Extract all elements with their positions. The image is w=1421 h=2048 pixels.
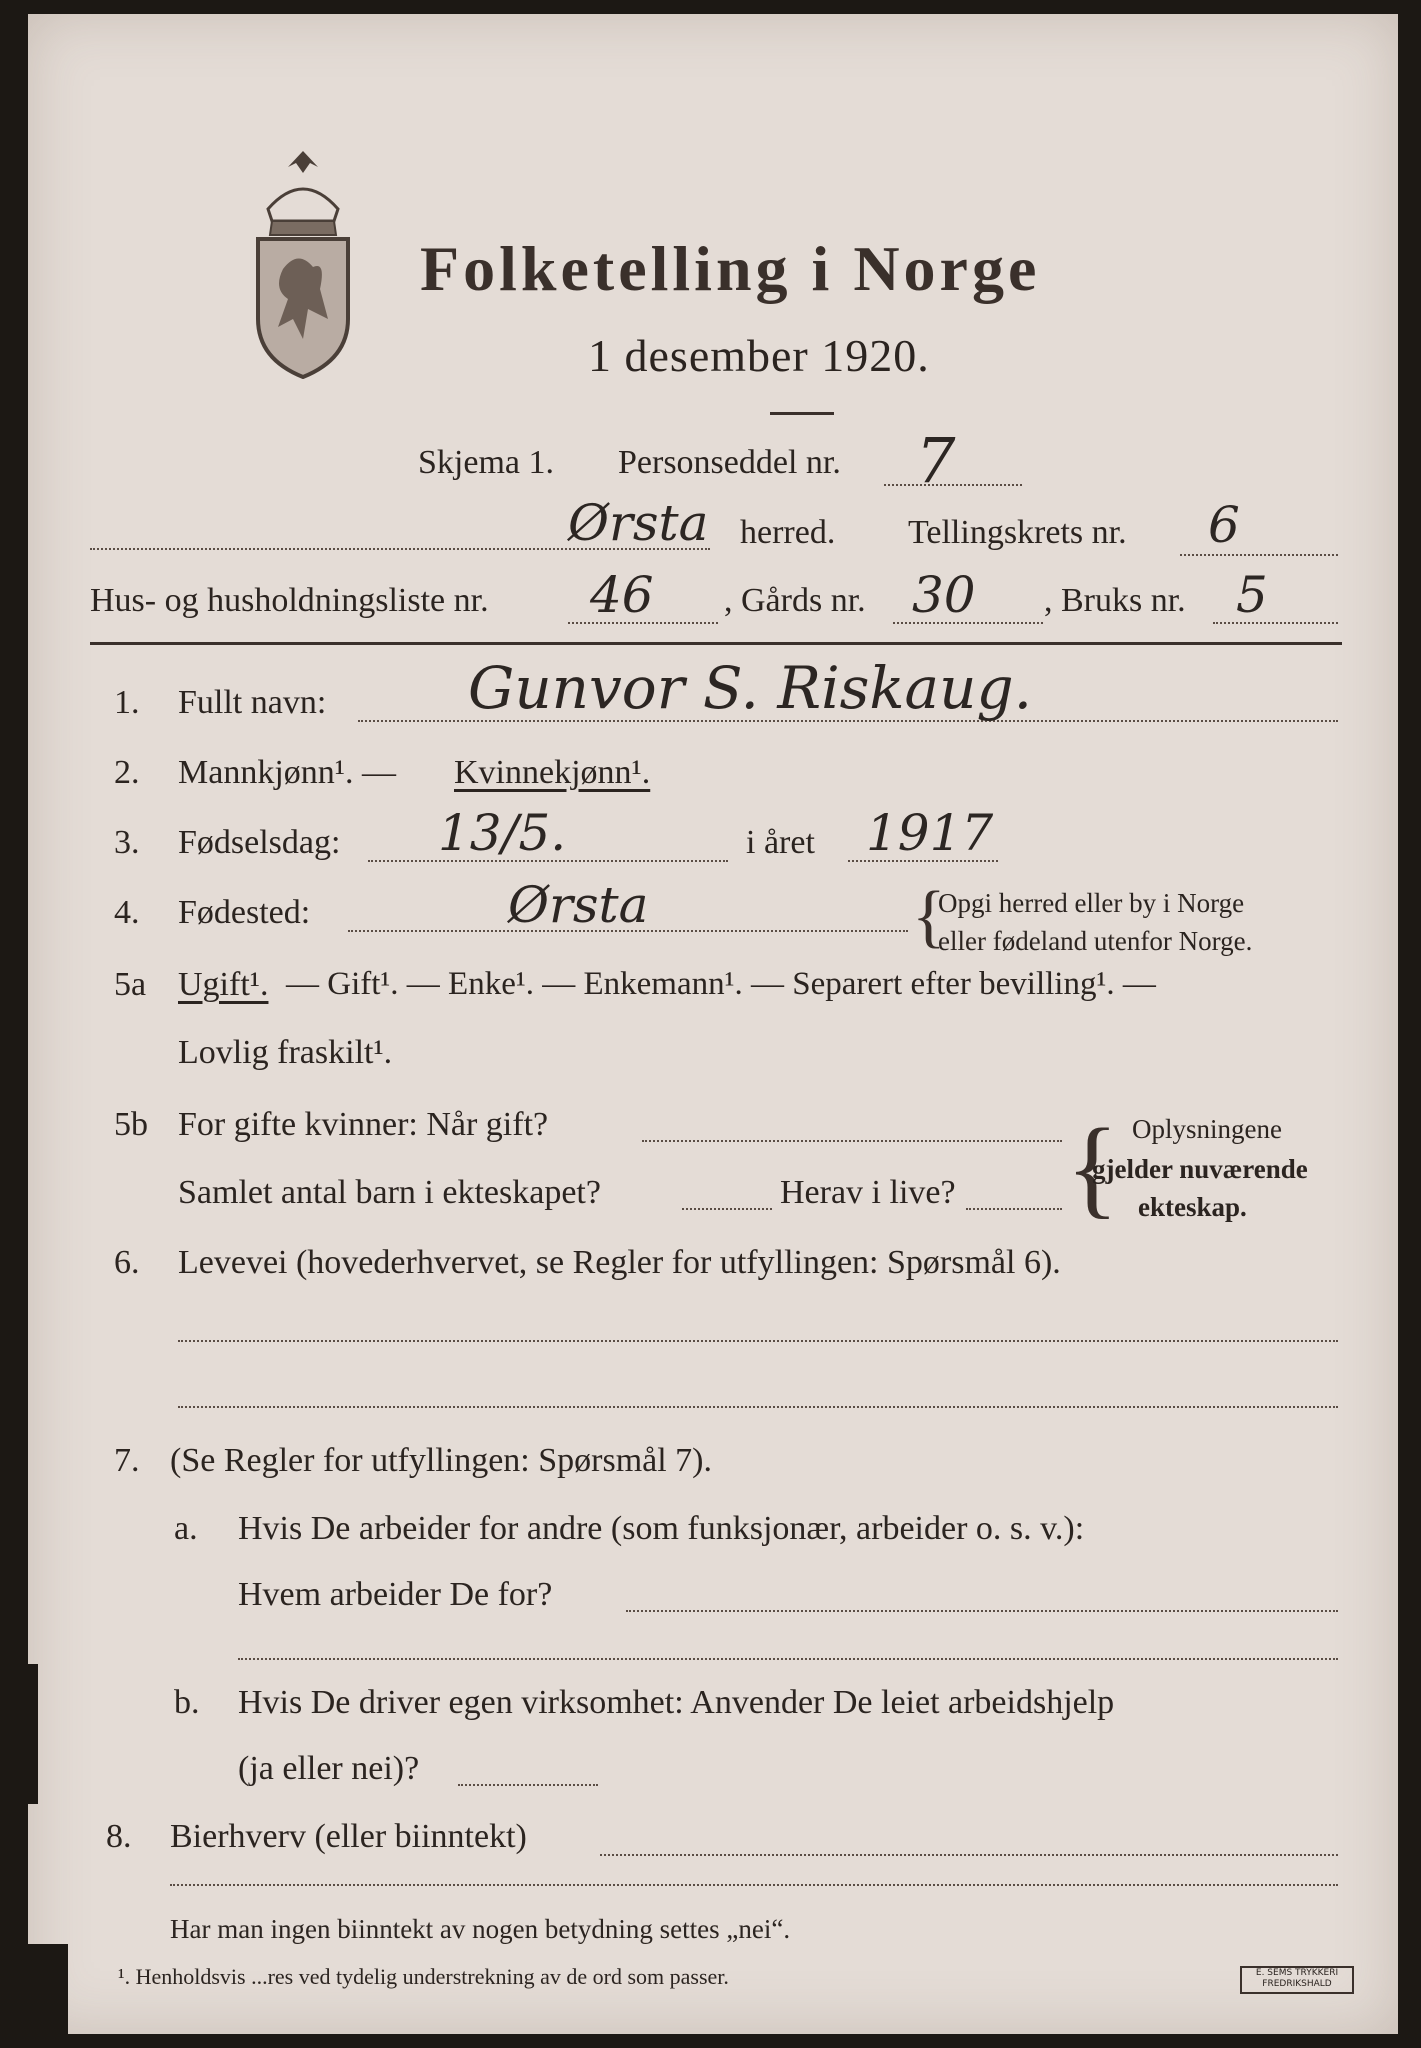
torn-edge-left bbox=[28, 1664, 38, 1804]
personseddel-value[interactable]: 7 bbox=[916, 424, 956, 497]
printer-stamp: E. SEMS TRYKKERI FREDRIKSHALD bbox=[1240, 1966, 1354, 1994]
q2-number: 2. bbox=[114, 754, 140, 791]
census-form-page bbox=[28, 14, 1398, 2034]
q8-line1 bbox=[600, 1854, 1338, 1856]
q7a-hvem-label: Hvem arbeider De for? bbox=[238, 1576, 553, 1613]
q6-number: 6. bbox=[114, 1244, 140, 1281]
q7-number: 7. bbox=[114, 1442, 140, 1479]
q4-number: 4. bbox=[114, 894, 140, 931]
q7-label: (Se Regler for utfyllingen: Spørsmål 7). bbox=[170, 1442, 713, 1479]
q3-label: Fødselsdag: bbox=[178, 824, 341, 861]
q1-value[interactable]: Gunvor S. Riskaug. bbox=[468, 654, 1033, 722]
bruks-label: , Bruks nr. bbox=[1044, 582, 1186, 619]
form-date: 1 desember 1920. bbox=[588, 330, 930, 381]
q5b-label: For gifte kvinner: Når gift? bbox=[178, 1106, 549, 1143]
q5b-line bbox=[642, 1140, 1062, 1142]
q5b-note-line2: gjelder nuværende bbox=[1092, 1154, 1308, 1184]
q5b-number: 5b bbox=[114, 1106, 148, 1143]
q8-number: 8. bbox=[106, 1818, 132, 1855]
q4-brace: { bbox=[912, 878, 946, 955]
q5a-fraskilt: Lovlig fraskilt¹. bbox=[178, 1034, 393, 1071]
q5b-ilive-label: Herav i live? bbox=[780, 1174, 956, 1211]
q7b-label: Hvis De driver egen virksomhet: Anvender De leiet arbeidshjelp bbox=[238, 1684, 1115, 1721]
herred-value[interactable]: Ørsta bbox=[568, 494, 709, 552]
q5b-barn-line bbox=[682, 1208, 772, 1210]
q7a-line1 bbox=[626, 1610, 1338, 1612]
q1-label: Fullt navn: bbox=[178, 684, 327, 721]
tellingskrets-value[interactable]: 6 bbox=[1208, 496, 1240, 554]
q7a-line2 bbox=[238, 1658, 1338, 1660]
q4-label: Fødested: bbox=[178, 894, 311, 931]
q8-label: Bierhverv (eller biinntekt) bbox=[170, 1818, 527, 1855]
q6-line1 bbox=[178, 1340, 1338, 1342]
q5a-ugift: Ugift¹. bbox=[178, 966, 269, 1003]
q8-line2 bbox=[170, 1884, 1338, 1886]
title-divider bbox=[770, 412, 834, 415]
q7b-number: b. bbox=[174, 1684, 200, 1721]
gards-label: , Gårds nr. bbox=[724, 582, 866, 619]
q5b-ilive-line bbox=[966, 1208, 1062, 1210]
q7b-ja-nei-label: (ja eller nei)? bbox=[238, 1750, 420, 1787]
q5a-number: 5a bbox=[114, 966, 147, 1003]
q4-value[interactable]: Ørsta bbox=[508, 876, 649, 934]
q3-number: 3. bbox=[114, 824, 140, 861]
header-divider bbox=[90, 642, 1342, 645]
q5a-options: — Gift¹. — Enke¹. — Enkemann¹. — Separert efter bevilling¹. — bbox=[286, 966, 1156, 1002]
skjema-label: Skjema 1. bbox=[418, 444, 554, 481]
form-title: Folketelling i Norge bbox=[420, 233, 1041, 304]
tellingskrets-line bbox=[1180, 554, 1338, 556]
bruks-value[interactable]: 5 bbox=[1236, 566, 1268, 624]
husholdning-value[interactable]: 46 bbox=[590, 566, 654, 624]
tellingskrets-label: Tellingskrets nr. bbox=[908, 514, 1127, 551]
q7a-number: a. bbox=[174, 1510, 198, 1547]
q5b-brace: { bbox=[1066, 1106, 1119, 1228]
q7b-line bbox=[458, 1784, 598, 1786]
q5b-note-line3: ekteskap. bbox=[1138, 1192, 1247, 1222]
personseddel-label: Personseddel nr. bbox=[618, 444, 841, 481]
q5b-barn-label: Samlet antal barn i ekteskapet? bbox=[178, 1174, 601, 1211]
q4-note-line2: eller fødeland utenfor Norge. bbox=[938, 926, 1253, 956]
footnote: ¹. Henholdsvis ...res ved tydelig understrekning av de ord som passer. bbox=[118, 1964, 729, 1989]
q6-label: Levevei (hovederhvervet, se Regler for utfyllingen: Spørsmål 6). bbox=[178, 1244, 1061, 1281]
q7a-label: Hvis De arbeider for andre (som funksjonær, arbeider o. s. v.): bbox=[238, 1510, 1085, 1547]
q2-kvinnekjonn: Kvinnekjønn¹. bbox=[454, 754, 651, 791]
q3-value[interactable]: 13/5. bbox=[438, 804, 567, 862]
bruks-line bbox=[1213, 622, 1338, 624]
q3-year-value[interactable]: 1917 bbox=[866, 804, 994, 862]
gards-value[interactable]: 30 bbox=[912, 566, 976, 624]
q2-mannkjonn: Mannkjønn¹. — bbox=[178, 754, 396, 791]
q1-number: 1. bbox=[114, 684, 140, 721]
herred-label: herred. bbox=[740, 514, 836, 551]
husholdning-label: Hus- og husholdningsliste nr. bbox=[90, 582, 489, 619]
q3-year-label: i året bbox=[746, 824, 815, 861]
q6-line2 bbox=[178, 1406, 1338, 1408]
q4-note-line1: Opgi herred eller by i Norge bbox=[938, 888, 1245, 918]
coat-of-arms-icon bbox=[248, 149, 358, 379]
footer-note: Har man ingen biinntekt av nogen betydning settes „nei“. bbox=[170, 1914, 791, 1944]
torn-edge-bottom-left bbox=[28, 1944, 68, 2034]
q5b-note-line1: Oplysningene bbox=[1132, 1114, 1282, 1144]
